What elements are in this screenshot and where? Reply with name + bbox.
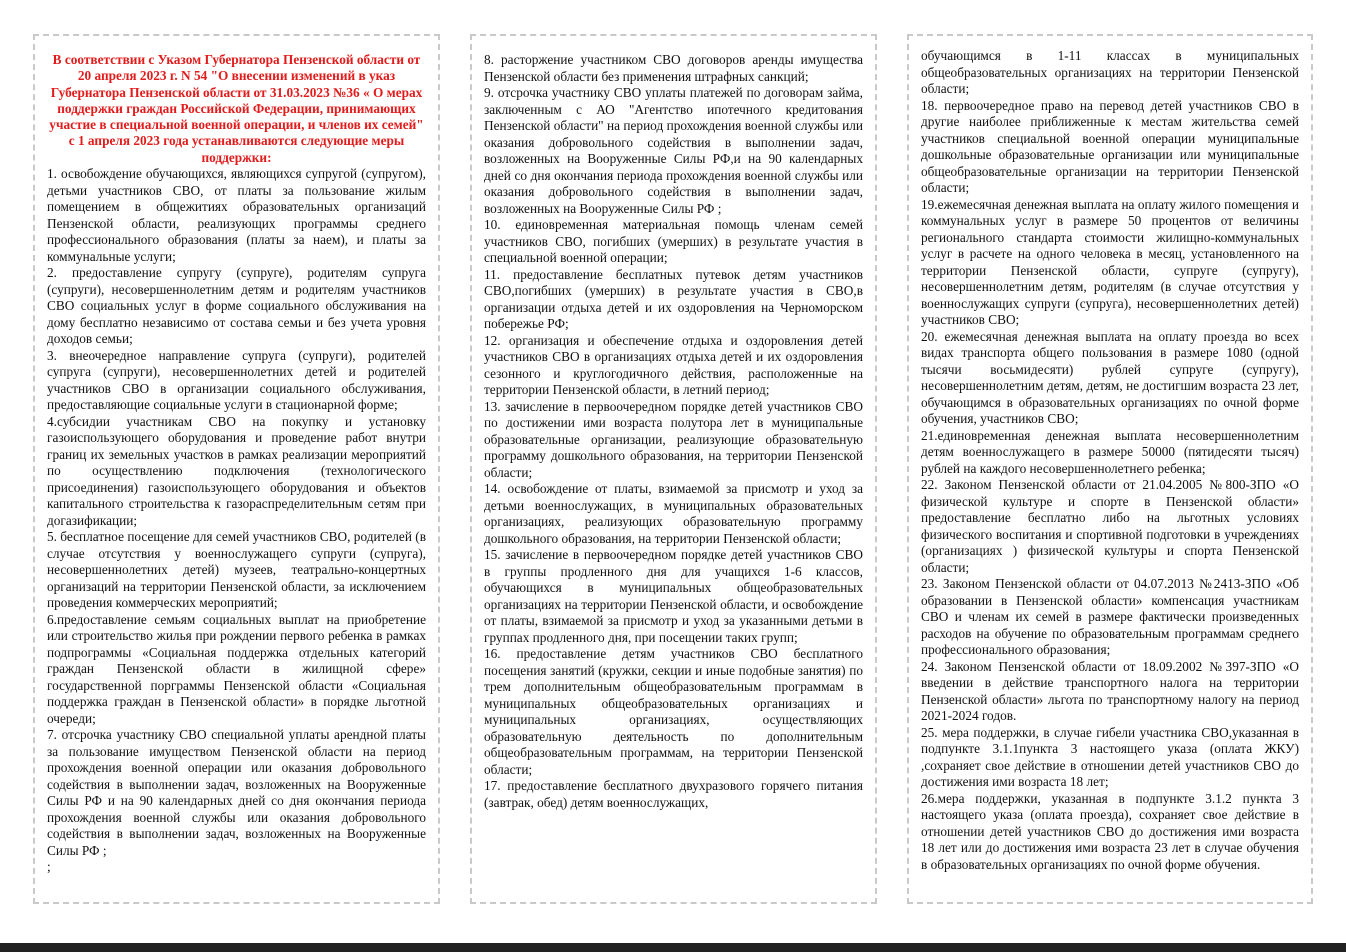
measure-item: 2. предоставление супругу (супруге), родителям супруга (супруги), несовершеннолетним детям и родителям участников СВО социальных услуг в форме социального обслуживания на дому бесплатно независимо от состава семьи и без учета уровня доходов семьи; — [47, 265, 426, 347]
measure-item: 8. расторжение участником СВО договоров аренды имущества Пензенской области без применения штрафных санкций; — [484, 52, 863, 84]
measure-item: 17. предоставление бесплатного двухразового горячего питания (завтрак, обед) детям военнослужащих, — [484, 778, 863, 810]
measure-item: 12. организация и обеспечение отдыха и оздоровления детей участников СВО в организациях отдыха детей и их оздоровления сезонного и круглогодичного действия, расположенные на территории Пензенской области, в летний период; — [484, 332, 863, 397]
measure-item: 26.мера поддержки, указанная в подпункте 3.1.2 пункта 3 настоящего указа (оплата проезда), сохраняет свое действие в отношении детей участников СВО до достижения ими возраста 18 лет или до достижения ими возраста 23 лет в случае обучения в образовательных организациях по очной форме обучения. — [921, 790, 1299, 872]
measure-item: ; — [47, 859, 51, 875]
measure-item: 22. Законом Пензенской области от 21.04.2005 №800-ЗПО «О физической культуре и спорте в Пензенской области» предоставление бесплатно либо на льготных условиях физического воспитания и спортивной подготовки в учреждениях (организациях ) физической культуры и спорта Пензенской области; — [921, 477, 1299, 575]
measure-item: 18. первоочередное право на перевод детей участников СВО в другие наиболее приближенные к местам жительства семей участников специальной военной операции муниципальные дошкольные образовательные организации или муниципальные общеобразовательные организации на территории Пензенской области; — [921, 97, 1299, 195]
measure-item: 11. предоставление бесплатных путевок детям участников СВО,погибших (умерших) в результате участия в СВО,в организации отдыха детей и их оздоровления на Черноморском побережье РФ; — [484, 266, 863, 331]
panel-middle-content — [484, 52, 863, 811]
measure-item: 13. зачисление в первоочередном порядке детей участников СВО по достижении ими возраста полутора лет в муниципальные образовательные организации, реализующие образовательную программу дошкольного образования, на территории Пензенской области; — [484, 398, 863, 480]
measure-item: 24. Законом Пензенской области от 18.09.2002 №397-ЗПО «О введении в действие транспортного налога на территории Пензенской области» льгота по транспортному налогу на период 2021-2024 годов. — [921, 658, 1299, 723]
measure-item: обучающимся в 1-11 классах в муниципальных общеобразовательных организациях на территории Пензенской области; — [921, 48, 1299, 96]
panel-left — [33, 34, 440, 904]
bottom-border — [0, 943, 1346, 952]
measure-item: 6.предоставление семьям социальных выплат на приобретение или строительство жилья при рождении первого ребенка в рамках подпрограммы «Социальная поддержка отдельных категорий граждан Пензенской области в жилищной сфере» государственной порграммы Пензенской области «Социальная поддержка граждан в Пензенской области» в порядке льготной очереди; — [47, 611, 426, 726]
panel-right-content — [921, 48, 1299, 873]
measure-item: 1. освобождение обучающихся, являющихся супругой (супругом), детьми участников СВО, от платы за пользование жилым помещением в общежитиях образовательных организаций Пензенской области, реализующих программы среднего профессионального образования (платы за наем), и платы за коммунальные услуги; — [47, 166, 426, 264]
measure-item: 10. единовременная материальная помощь членам семей участников СВО, погибших (умерших) в результате участия в специальной военной операции; — [484, 217, 863, 265]
measure-item: 15. зачисление в первоочередном порядке детей участников СВО в группы продленного дня для учащихся 1-6 классов, обучающихся в муниципальных общеобразовательных организациях на территории Пензенской области, и освобождение от платы, взимаемой за присмотр и уход за указанными детьми в группах продленного дня, при посещении таких групп; — [484, 547, 863, 645]
measure-item: 14. освобождение от платы, взимаемой за присмотр и уход за детьми военнослужащих, в муниципальных образовательных организациях, реализующих образовательную программу дошкольного образования, на территории Пензенской области; — [484, 481, 863, 546]
measure-item: 4.субсидии участникам СВО на покупку и установку газоиспользующего оборудования и проведение работ внутри границ их земельных участков в рамках реализации мероприятий по осуществлению подключения (технологического присоединения) газоиспользующего оборудования и объектов капитального строительства к газораспределительным сетям при догазификации; — [47, 413, 426, 528]
measure-item: 9. отсрочка участнику СВО уплаты платежей по договорам займа, заключенным с АО "Агентство ипотечного кредитования Пензенской области" на период прохождения военной службы или оказания добровольного содействия в выполнении задач, возложенных на Вооруженные Силы РФ,и на 90 календарных дней со дня окончания периода прохождения военной службы или оказания добровольного содействия в выполнении задач, возложенных на Вооруженные Силы РФ ; — [484, 85, 863, 216]
decree-heading: В соответствии с Указом Губернатора Пензенской области от 20 апреля 2023 г. N 54 "О внесении изменений в указ Губернатора Пензенской области от 31.03.2023 №36 « О мерах поддержки граждан Российской Федерации, принимающих участие в специальной военной операции, и членов их семей" с 1 апреля 2023 года устанавливаются следующие меры поддержки: — [49, 52, 424, 165]
measure-item: 21.единовременная денежная выплата несовершеннолетним детям военнослужащего в размере 50000 (пятидесяти тысяч) рублей на каждого несовершеннолетнего ребенка; — [921, 427, 1299, 476]
measure-item: 5. бесплатное посещение для семей участников СВО, родителей (в случае отсутствия у военнослужащего супруги (супруга), несовершеннолетних детей) музеев, театрально-концертных организаций на территории Пензенской области, за исключением проведения коммерческих мероприятий; — [47, 529, 426, 611]
panel-middle — [470, 34, 877, 904]
measure-item: 25. мера поддержки, в случае гибели участника СВО,указанная в подпункте 3.1.1пункта 3 настоящего указа (оплата ЖКУ) ,сохраняет свое действие в отношении детей участников СВО до достижения ими возраста 18 лет; — [921, 724, 1299, 789]
measure-item: 20. ежемесячная денежная выплата на оплату проезда во всех видах транспорта общего пользования в размере 1080 (одной тысячи восьмидесяти) рублей супруге (супругу), несовершеннолетним детям, детям, не достигшим возраста 23 лет, обучающимся в образовательных организациях по очной форме обучения, участников СВО; — [921, 328, 1299, 426]
measure-item: 16. предоставление детям участников СВО бесплатного посещения занятий (кружки, секции и иные подобные занятия) по трем дополнительным общеобразовательным программам в муниципальных общеобразовательных организациях и муниципальных организациях, осуществляющих образовательную деятельность по дополнительным общеобразовательным программам, на территории Пензенской области; — [484, 646, 863, 777]
measure-item: 3. внеочередное направление супруга (супруги), родителей супруга (супруги), несовершеннолетних детей и родителей участников СВО в организации социального обслуживания, предоставляющие социальные услуги в стационарной форме; — [47, 347, 426, 413]
panel-left-content — [47, 52, 426, 876]
measure-item: 7. отсрочка участнику СВО специальной уплаты арендной платы за пользование имуществом Пензенской области на период прохождения военной операции или оказания добровольного содействия в выполнении задач, возложенных на Вооруженные Силы РФ и на 90 календарных дней со дня окончания периода прохождения военной службы или оказания добровольного содействия в выполнении задач, возложенных на Вооруженные Силы РФ ; — [47, 727, 426, 858]
measure-item: 19.ежемесячная денежная выплата на оплату жилого помещения и коммунальных услуг в размере 50 процентов от величины регионального стандарта стоимости жилищно-коммунальных услуг в расчете на одного человека в месяц, установленного на территории Пензенской области, супруге (супругу), несовершеннолетним детям, родителям (в случае отсутствия у военнослужащих супруги (супруга), несовершеннолетних детей) участников СВО; — [921, 196, 1299, 327]
measure-item: 23. Законом Пензенской области от 04.07.2013 №2413-ЗПО «Об образовании в Пензенской области» компенсация участникам СВО и членам их семей в размере фактически произведенных расходов на обучение по образовательным программам среднего профессионального образования; — [921, 576, 1299, 657]
panel-right — [907, 34, 1313, 904]
